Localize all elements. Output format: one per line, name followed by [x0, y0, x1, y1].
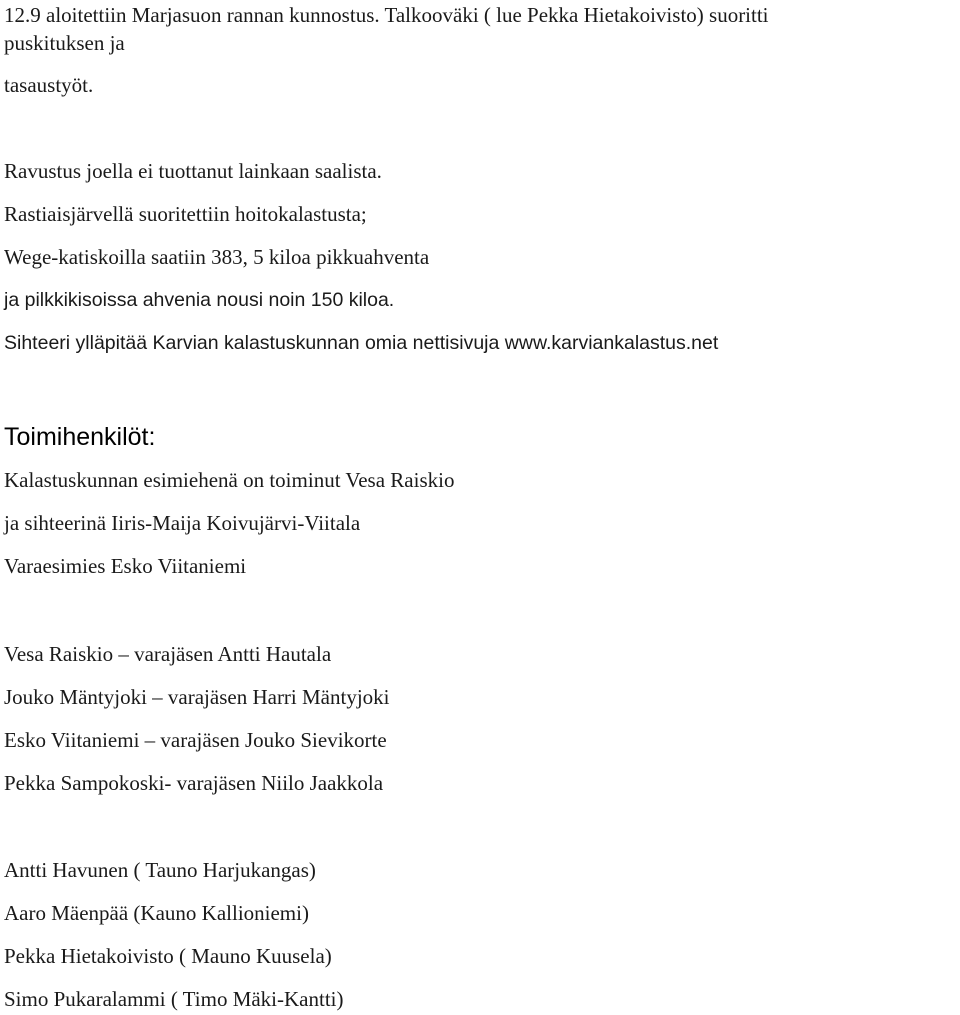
intro-line: puskituksen ja	[4, 31, 125, 55]
member-line: Esko Viitaniemi – varajäsen Jouko Sievikorte	[4, 728, 387, 752]
other-member-line: Simo Pukaralammi ( Timo Mäki-Kantti)	[4, 987, 344, 1011]
officials-line: ja sihteerinä Iiris-Maija Koivujärvi-Viitala	[4, 511, 361, 535]
intro-line: Ravustus joella ei tuottanut lainkaan saalista.	[4, 159, 382, 183]
member-line: Jouko Mäntyjoki – varajäsen Harri Mäntyjoki	[4, 685, 390, 709]
intro-line: 12.9 aloitettiin Marjasuon rannan kunnostus. Talkooväki ( lue Pekka Hietakoivisto) suoritti	[4, 3, 769, 27]
intro-line: tasaustyöt.	[4, 73, 94, 97]
intro-line: ja pilkkikisoissa ahvenia nousi noin 150 kiloa.	[4, 289, 395, 311]
other-member-line: Antti Havunen ( Tauno Harjukangas)	[4, 858, 316, 882]
member-line: Vesa Raiskio – varajäsen Antti Hautala	[4, 642, 332, 666]
officials-line: Kalastuskunnan esimiehenä on toiminut Vesa Raiskio	[4, 468, 455, 492]
other-member-line: Pekka Hietakoivisto ( Mauno Kuusela)	[4, 944, 332, 968]
intro-line-website: Sihteeri ylläpitää Karvian kalastuskunnan omia nettisivuja www.karviankalastus.net	[4, 332, 719, 354]
intro-line: Rastiaisjärvellä suoritettiin hoitokalastusta;	[4, 202, 367, 226]
officials-line: Varaesimies Esko Viitaniemi	[4, 554, 247, 578]
intro-line: Wege-katiskoilla saatiin 383, 5 kiloa pikkuahventa	[4, 245, 430, 269]
other-member-line: Aaro Mäenpää (Kauno Kallioniemi)	[4, 901, 309, 925]
section-heading: Toimihenkilöt:	[4, 423, 156, 451]
member-line: Pekka Sampokoski- varajäsen Niilo Jaakkola	[4, 771, 384, 795]
